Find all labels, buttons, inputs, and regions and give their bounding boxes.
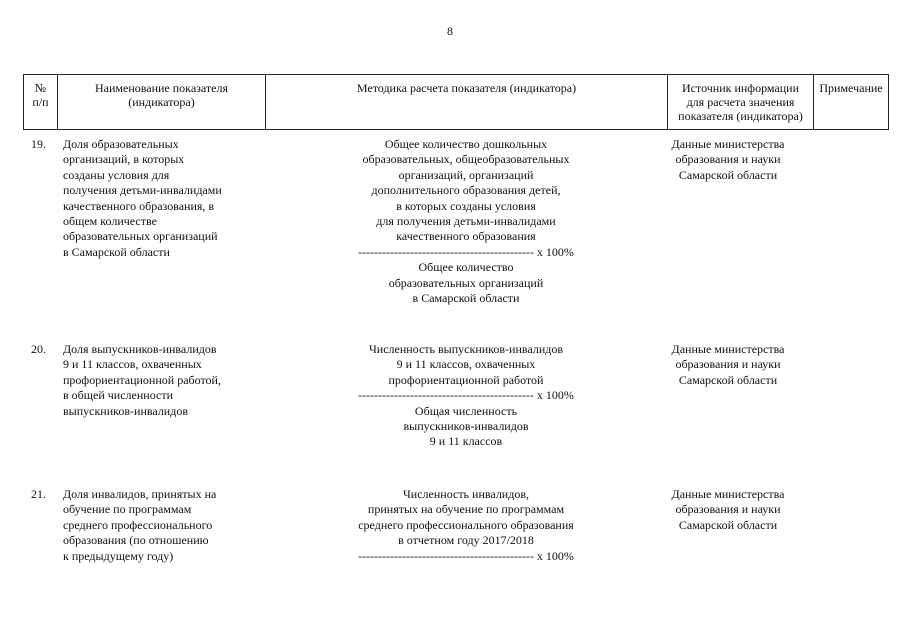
info-source: Данные министерства образования и науки Самарской области xyxy=(671,137,785,182)
page-number: 8 xyxy=(447,24,453,38)
header-num: № п/п xyxy=(24,75,58,129)
header-name: Наименование показателя (индикатора) xyxy=(58,75,266,129)
indicator-name: Доля инвалидов, принятых на обучение по программам среднего профессионального образования (по отношению к предыдущему году) xyxy=(63,487,217,563)
indicator-name: Доля выпускников-инвалидов 9 и 11 классов, охваченных профориентационной работой, в общей численности выпускников-инвалидов xyxy=(63,342,221,418)
indicator-name: Доля образовательных организаций, в которых созданы условия для получения детьми-инвалидами качественного образования, в общем количестве образовательных организаций в Самарской области xyxy=(63,137,222,259)
header-method: Методика расчета показателя (индикатора) xyxy=(266,75,668,129)
row-number: 20. xyxy=(31,342,46,356)
table-header xyxy=(23,74,889,130)
calculation-method: Численность выпускников-инвалидов 9 и 11 классов, охваченных профориентационной работой -------------------------------------------- х 100% Общая численность выпускников-инвалидов 9 и 11 классов xyxy=(358,342,574,449)
calculation-method: Общее количество дошкольных образовательных, общеобразовательных организаций, организаций дополнительного образования детей, в которых созданы условия для получения детьми-инвалидами качественного образования -------------------------------------------- х 100% Общее количество образовательных организаций в Самарской области xyxy=(358,137,574,306)
calculation-method: Численность инвалидов, принятых на обучение по программам среднего профессионального образования в отчетном году 2017/2018 -------------------------------------------- х 100% xyxy=(358,487,574,563)
header-note: Примечание xyxy=(819,81,883,95)
header-source: Источник информации для расчета значения показателя (индикатора) xyxy=(668,75,814,129)
row-number: 19. xyxy=(31,137,46,151)
row-number: 21. xyxy=(31,487,46,501)
info-source: Данные министерства образования и науки Самарской области xyxy=(671,487,785,532)
info-source: Данные министерства образования и науки Самарской области xyxy=(671,342,785,387)
